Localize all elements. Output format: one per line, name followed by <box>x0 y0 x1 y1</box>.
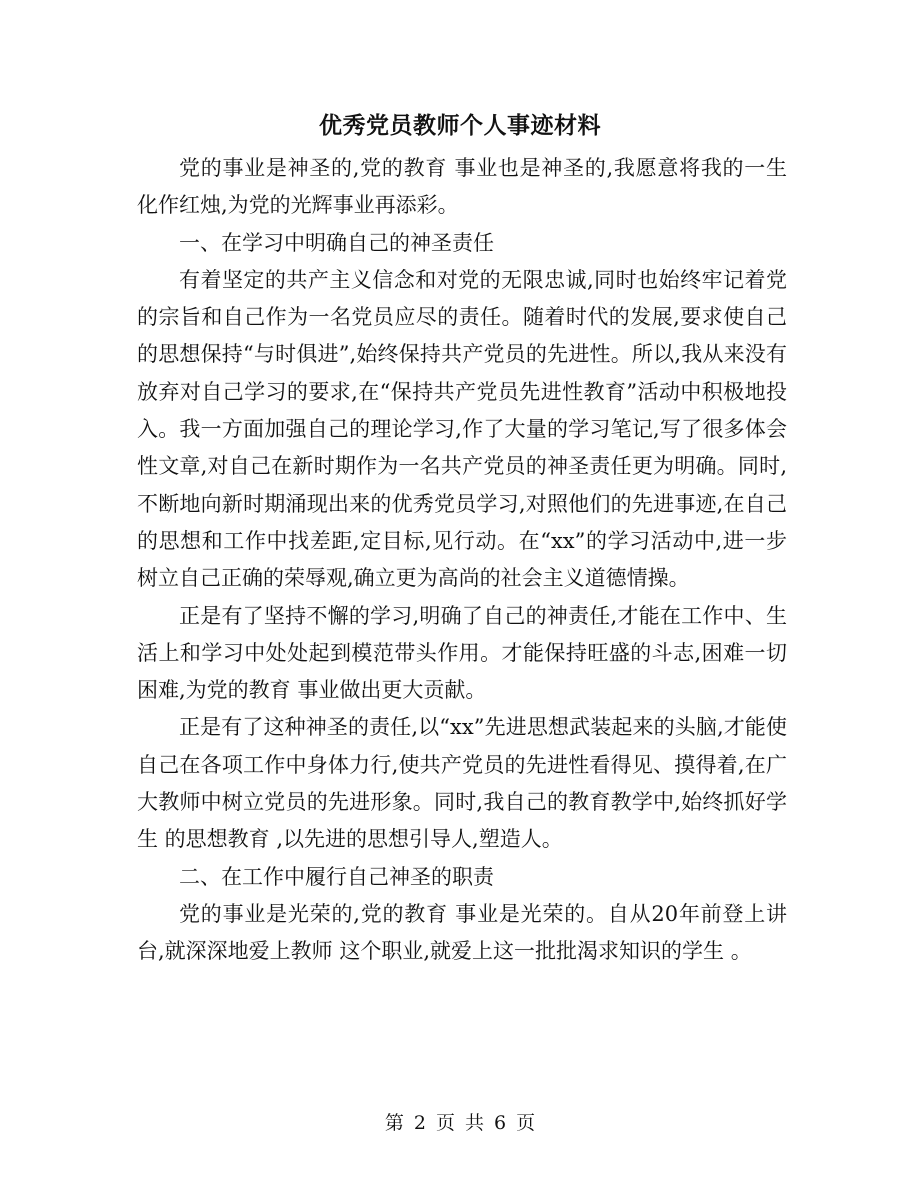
page-footer: 第 2 页 共 6 页 <box>384 1112 536 1134</box>
section-heading-2: 二、在工作中履行自己神圣的职责 <box>179 864 494 889</box>
paragraph-career: 党的事业是光荣的,党的教育 事业是光荣的。自从20年前登上讲台,就深深地爱上教师 这个职业,就爱上这一批批渴求知识的学生 。 <box>137 901 787 964</box>
paragraph-responsibility: 正是有了这种神圣的责任,以“xx”先进思想武装起来的头脑,才能使自己在各项工作中身体力行,使共产党员的先进性看得见、摸得着,在广大教师中树立党员的先进形象。同时,我自己的教育教学中,始终抓好学生 的思想教育 ,以先进的思想引导人,塑造人。 <box>137 715 787 852</box>
paragraph-intro: 党的事业是神圣的,党的教育 事业也是神圣的,我愿意将我的一生化作红烛,为党的光辉事业再添彩。 <box>137 156 787 218</box>
section-heading-1: 一、在学习中明确自己的神圣责任 <box>179 230 494 255</box>
document-title: 优秀党员教师个人事迹材料 <box>319 112 601 139</box>
paragraph-model-role: 正是有了坚持不懈的学习,明确了自己的神责任,才能在工作中、生活上和学习中处处起到模范带头作用。才能保持旺盛的斗志,困难一切困难,为党的教育 事业做出更大贡献。 <box>137 603 787 703</box>
paragraph-study: 有着坚定的共产主义信念和对党的无限忠诚,同时也始终牢记着党的宗旨和自己作为一名党员应尽的责任。随着时代的发展,要求使自己的思想保持“与时俱进”,始终保持共产党员的先进性。所以,我从来没有放弃对自己学习的要求,在“保持共产党员先进性教育”活动中积极地投入。我一方面加强自己的理论学习,作了大量的学习笔记,写了很多体会性文章,对自己在新时期作为一名共产党员的神圣责任更为明确。同时,不断地向新时期涌现出来的优秀党员学习,对照他们的先进事迹,在自己的思想和工作中找差距,定目标,见行动。在“xx”的学习活动中,进一步树立自己正确的荣辱观,确立更为高尚的社会主义道德情操。 <box>137 267 787 591</box>
document-body <box>137 150 787 971</box>
